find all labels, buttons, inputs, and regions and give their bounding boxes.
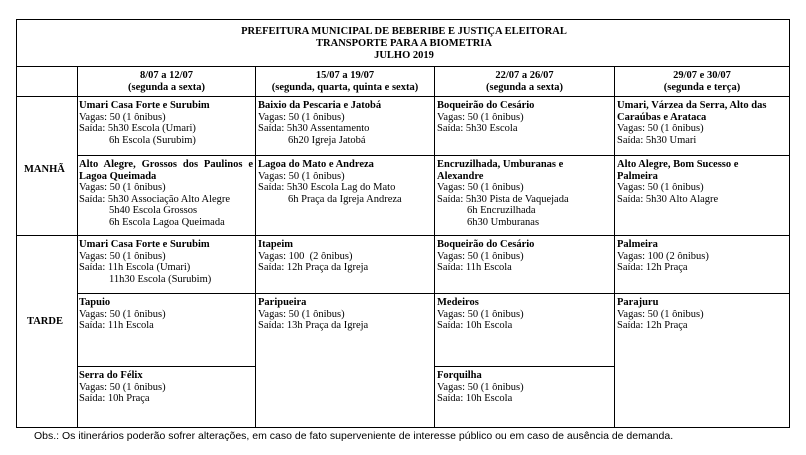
departure-text: Saída: 11h Escola [437, 262, 512, 273]
column-head-1 [78, 70, 255, 94]
column-4-dates: 29/07 e 30/07 [673, 70, 731, 81]
departure-text: Saída: 12h Praça [617, 262, 688, 273]
seats-text: Vagas: 50 (1 ônibus) [437, 182, 524, 193]
place-name: Umari Casa Forte e Surubim [79, 239, 210, 250]
period-afternoon: TARDE [27, 316, 63, 327]
place-name: Tapuio [79, 297, 111, 308]
departure-text: Saída: 10h Escola [437, 393, 513, 404]
column-2-days: (segunda, quarta, quinta e sexta) [271, 82, 419, 93]
place-name: Encruzilhada, Umburanas e Alexandre [437, 159, 564, 182]
cell-morning-col1-b [79, 159, 253, 228]
cell-afternoon-col1-b [79, 297, 253, 332]
place-name: Paripueira [258, 297, 307, 308]
seats-text: Vagas: 100 (2 ônibus) [617, 250, 709, 262]
title-line-2: TRANSPORTE PARA A BIOMETRIA [316, 38, 492, 49]
cell-morning-col1-a [79, 100, 253, 146]
departure-text: Saída: 5h30 Umari [617, 134, 697, 146]
column-4-days: (segunda e terça) [663, 82, 741, 93]
departure-extra: 6h Encruzilhada [467, 205, 536, 216]
title-line-3: JULHO 2019 [374, 50, 434, 61]
seats-text: Vagas: 50 (1 ônibus) [617, 308, 704, 320]
place-name: Boqueirão do Cesário [437, 239, 535, 250]
rule-below-title [17, 66, 789, 67]
cell-afternoon-col3-b [437, 297, 612, 332]
cell-morning-col2-a [258, 100, 432, 146]
seats-text: Vagas: 50 (1 ônibus) [258, 170, 345, 182]
seats-text: Vagas: 50 (1 ônibus) [79, 308, 166, 320]
departure-extra: 5h40 Escola Grossos [109, 205, 198, 216]
rule-afternoon-split [77, 293, 789, 294]
rule-col-a [77, 66, 78, 427]
place-name: Boqueirão do Cesário [437, 100, 535, 111]
departure-text: Saída: 10h Praça [79, 393, 150, 404]
departure-extra: 11h30 Escola (Surubim) [109, 273, 212, 285]
cell-afternoon-col3-c [437, 370, 612, 405]
place-name: Baixio da Pescaria e Jatobá [258, 100, 382, 111]
rule-col-c [434, 66, 435, 427]
departure-text: Saída: 5h30 Associação Alto Alegre [79, 193, 231, 205]
place-name: Alto Alegre, Bom Sucesso e Palmeira [617, 159, 739, 182]
departure-text: Saída: 5h30 Alto Alagre [617, 193, 719, 205]
departure-text: Saída: 5h30 Escola [437, 123, 518, 134]
rule-afternoon-col1 [77, 366, 255, 367]
cell-morning-col3-a [437, 100, 612, 135]
place-name: Forquilha [437, 370, 482, 381]
place-name: Umari, Várzea da Serra, Alto das Caraúbas e Arataca [617, 100, 767, 123]
departure-text: Saída: 13h Praça da Igreja [258, 320, 369, 331]
seats-text: Vagas: 50 (1 ônibus) [79, 250, 166, 262]
rule-afternoon-col3 [434, 366, 614, 367]
place-name: Umari Casa Forte e Surubim [79, 100, 210, 111]
seats-text: Vagas: 50 (1 ônibus) [437, 381, 524, 393]
departure-extra: 6h20 Igreja Jatobá [288, 134, 366, 146]
column-head-2 [256, 70, 434, 94]
seats-text: Vagas: 50 (1 ônibus) [79, 111, 166, 123]
seats-text: Vagas: 50 (1 ônibus) [437, 250, 524, 262]
rule-morning-afternoon [17, 235, 789, 236]
column-head-4 [615, 70, 789, 94]
departure-extra: 6h Escola (Surubim) [109, 134, 196, 146]
column-2-dates: 15/07 a 19/07 [315, 70, 375, 81]
seats-text: Vagas: 50 (1 ônibus) [258, 111, 345, 123]
place-name: Itapeim [258, 239, 293, 250]
place-name: Parajuru [617, 297, 659, 308]
seats-text: Vagas: 50 (1 ônibus) [79, 182, 166, 193]
cell-afternoon-col4-a [617, 239, 787, 274]
cell-morning-col4-a [617, 100, 787, 146]
cell-morning-col2-b [258, 159, 432, 205]
departure-text: Saída: 12h Praça da Igreja [258, 262, 369, 273]
departure-text: Saída: 10h Escola [437, 320, 513, 331]
column-3-dates: 22/07 a 26/07 [495, 70, 554, 81]
footnote: Obs.: Os itinerários poderão sofrer alterações, em caso de fato superveniente de interesse público ou em caso de ausência de demanda. [34, 430, 674, 442]
cell-afternoon-col3-a [437, 239, 612, 274]
seats-text: Vagas: 100 (2 ônibus) [258, 250, 353, 262]
seats-text: Vagas: 50 (1 ônibus) [79, 381, 166, 393]
seats-text: Vagas: 50 (1 ônibus) [437, 111, 524, 123]
seats-text: Vagas: 50 (1 ônibus) [437, 308, 524, 320]
place-name: Serra do Félix [79, 370, 143, 381]
cell-afternoon-col2-b [258, 297, 432, 332]
rule-col-d [614, 66, 615, 427]
cell-afternoon-col4-b [617, 297, 787, 332]
column-head-3 [435, 70, 614, 94]
cell-afternoon-col1-a [79, 239, 253, 285]
cell-morning-col3-b [437, 159, 603, 228]
seats-text: Vagas: 50 (1 ônibus) [258, 308, 345, 320]
departure-extra: 6h Praça da Igreja Andreza [288, 193, 402, 205]
departure-text: Saída: 5h30 Escola Lag do Mato [258, 182, 396, 193]
column-3-days: (segunda a sexta) [485, 82, 563, 93]
departure-text: Saída: 5h30 Escola (Umari) [79, 123, 196, 134]
place-name: Palmeira [617, 239, 658, 250]
departure-extra: 6h Escola Lagoa Queimada [109, 216, 225, 228]
place-name: Medeiros [437, 297, 479, 308]
departure-text: Saída: 5h30 Assentamento [258, 123, 370, 134]
seats-text: Vagas: 50 (1 ônibus) [617, 182, 704, 193]
place-name: Alto Alegre, Grossos dos Paulinos e Lagoa Queimada [79, 159, 253, 182]
departure-text: Saída: 12h Praça [617, 320, 688, 331]
rule-morning-split [77, 155, 789, 156]
period-morning: MANHÃ [24, 164, 65, 175]
seats-text: Vagas: 50 (1 ônibus) [617, 123, 704, 134]
column-1-days: (segunda a sexta) [127, 82, 205, 93]
departure-text: Saída: 11h Escola [79, 320, 154, 331]
place-name: Lagoa do Mato e Andreza [258, 159, 374, 170]
column-1-dates: 8/07 a 12/07 [139, 70, 194, 81]
rule-col-b [255, 66, 256, 427]
transport-schedule-table [16, 19, 790, 428]
cell-afternoon-col2-a [258, 239, 432, 274]
departure-text: Saída: 11h Escola (Umari) [79, 262, 191, 273]
rule-below-column-heads [17, 96, 789, 97]
title-line-1: PREFEITURA MUNICIPAL DE BEBERIBE E JUSTIÇA ELEITORAL [241, 26, 567, 37]
cell-afternoon-col1-c [79, 370, 253, 405]
cell-morning-col4-b [617, 159, 767, 205]
departure-text: Saída: 5h30 Pista de Vaquejada [437, 193, 569, 205]
departure-extra: 6h30 Umburanas [467, 216, 540, 228]
